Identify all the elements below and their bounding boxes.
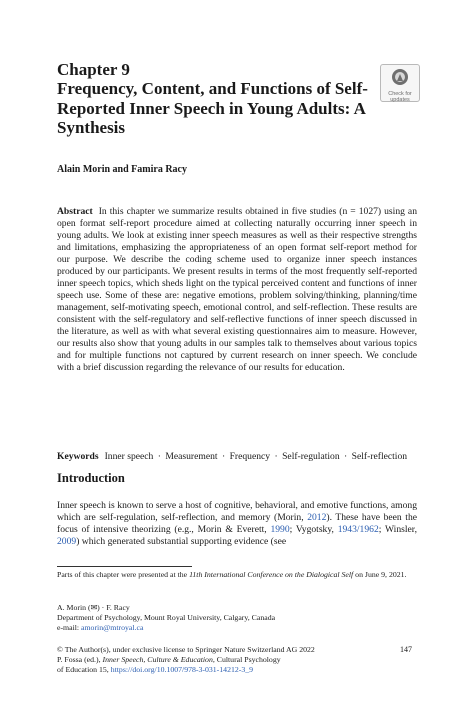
- footnote-text: on June 9, 2021.: [353, 570, 407, 579]
- keyword: Self-reflection: [351, 451, 408, 462]
- doi-link[interactable]: https://doi.org/10.1007/978-3-031-14212-3_9: [110, 665, 254, 674]
- abstract-text: In this chapter we summarize results obtained in five studies (n = 1027) using an open format self-report procedure aimed at collecting naturally occurring inner speech in young adults. We look at existing inner speech measures as well as their respective strengths and limitations, emphasizing the appropriateness of an open format self-report method for our purpose. We describe the coding scheme used to organize inner speech instances produced by our participants. We present results in terms of the most frequently self-reported inner speech topics, which sheds light on the typical perceived content and functions of inner speech use. Some of these are: negative emotions, problem solving/thinking, planning/time management, self-motivating speech, emotional control, and self-reflection. These results are consistent with the self-regulatory and self-reflective functions of inner speech discussed in the literature, as well as with what several existing questionnaires aim to measure. However, our results also show that young adults in our samples talk to themselves about various topics and for multiple functions not captured by current research on inner speech. We conclude with a brief discussion regarding the relevance of our results for education.: [57, 206, 417, 373]
- affiliation-department: Department of Psychology, Mount Royal University, Calgary, Canada: [57, 613, 276, 622]
- email-label: e-mail:: [57, 623, 82, 632]
- abstract-label: Abstract: [57, 206, 93, 217]
- keywords: [57, 451, 417, 463]
- badge-line2: updates: [390, 97, 410, 103]
- affiliation-email: [57, 623, 417, 633]
- section-heading-introduction: Introduction: [57, 471, 125, 485]
- series-text: , Cultural Psychology: [212, 655, 281, 664]
- intro-text: Inner speech is known to serve a host of cognitive, behavioral, and emotive functions, among which are self-regulation, self-reflection, and memory (Morin,: [57, 500, 417, 523]
- series-line: [57, 665, 417, 675]
- editor-line: [57, 655, 417, 665]
- keyword: Frequency: [229, 451, 271, 462]
- citation-link[interactable]: 2009: [57, 536, 77, 547]
- check-for-updates-icon: [391, 68, 409, 86]
- intro-text: ; Winsler,: [378, 524, 418, 535]
- citation-link[interactable]: 1943/1962: [337, 524, 379, 535]
- email-link[interactable]: amorin@mtroyal.ca: [81, 623, 144, 632]
- keyword: Measurement: [165, 451, 218, 462]
- keyword: Self-regulation: [282, 451, 340, 462]
- keyword-separator: ·: [344, 451, 348, 462]
- check-for-updates-badge[interactable]: [380, 64, 420, 102]
- chapter-title: Frequency, Content, and Functions of Self-Reported Inner Speech in Young Adults: A Synthesis: [57, 79, 368, 137]
- citation-link[interactable]: 2012: [307, 512, 327, 523]
- keyword-separator: ·: [221, 451, 226, 462]
- intro-text: ). These have been the focus of intensive theorizing (e.g., Morin & Everett,: [57, 512, 417, 535]
- editor-text: P. Fossa (ed.),: [57, 655, 103, 664]
- author-list: Alain Morin and Famira Racy: [57, 164, 187, 175]
- citation-link[interactable]: 1990: [270, 524, 290, 535]
- badge-line1: Check for: [388, 91, 412, 97]
- author-affiliation: [57, 603, 417, 633]
- intro-text: ; Vygotsky,: [289, 524, 338, 535]
- keyword: Inner speech: [104, 451, 154, 462]
- page-number: 147: [400, 645, 412, 654]
- footnote-divider: [57, 566, 192, 567]
- book-title: Inner Speech, Culture & Education: [102, 655, 213, 664]
- introduction-paragraph: [57, 500, 417, 548]
- footnote-text: Parts of this chapter were presented at the: [57, 570, 190, 579]
- copyright-line: © The Author(s), under exclusive license to Springer Nature Switzerland AG 2022: [57, 645, 315, 654]
- affiliation-names: A. Morin (✉) · F. Racy: [57, 603, 130, 612]
- chapter-label: Chapter 9: [57, 60, 130, 79]
- copyright-block: [57, 645, 417, 675]
- intro-text: ) which generated substantial supporting evidence (see: [76, 536, 287, 547]
- footnote-presentation: [57, 570, 417, 580]
- conference-name: 11th International Conference on the Dialogical Self: [189, 570, 354, 579]
- keywords-label: Keywords: [57, 451, 99, 462]
- keyword-separator: ·: [274, 451, 278, 462]
- series-text: of Education 15,: [57, 665, 111, 674]
- keyword-separator: ·: [157, 451, 161, 462]
- abstract: [57, 206, 417, 374]
